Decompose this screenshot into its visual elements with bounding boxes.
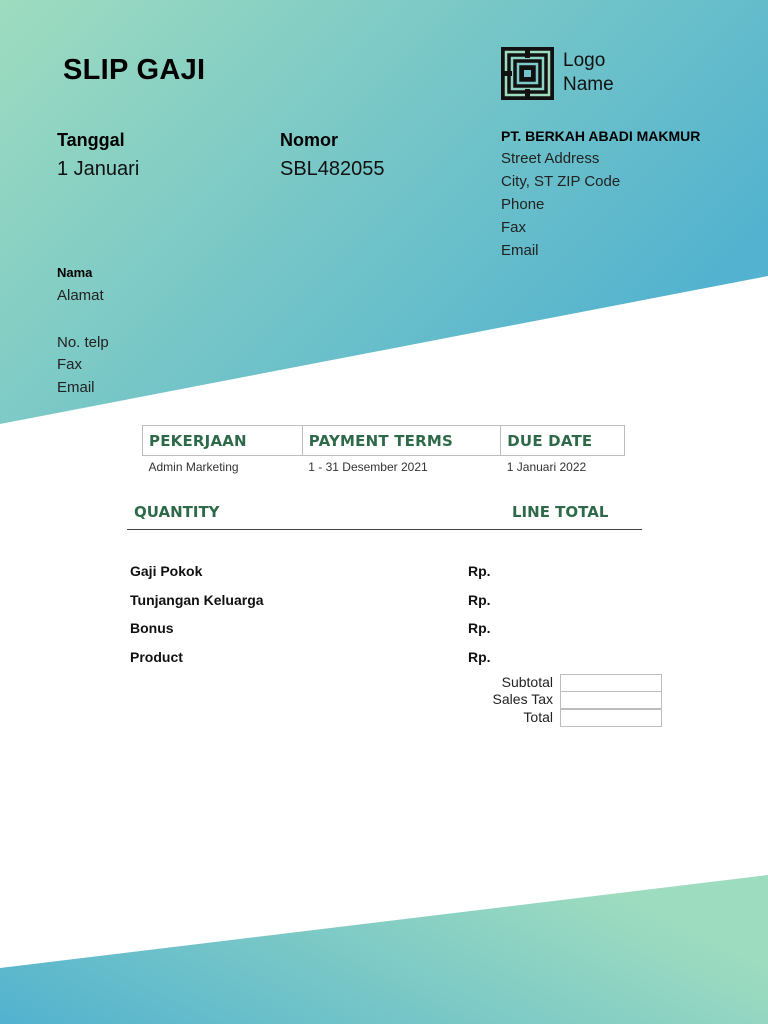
item-currency-basic-salary: Rp.	[468, 563, 491, 579]
company-phone: Phone	[501, 196, 545, 213]
item-label-product: Product	[130, 649, 183, 665]
item-currency-product: Rp.	[468, 649, 491, 665]
items-divider	[127, 529, 642, 530]
company-email: Email	[501, 242, 539, 259]
client-address: Alamat	[57, 287, 104, 304]
logo-name-line1: Logo	[563, 50, 606, 71]
due-date-value: 1 Januari 2022	[506, 460, 587, 474]
client-fax: Fax	[57, 356, 83, 373]
subtotal-label: Subtotal	[501, 674, 553, 690]
item-label-bonus: Bonus	[130, 620, 174, 636]
item-currency-family-allowance: Rp.	[468, 592, 491, 608]
item-label-basic-salary: Gaji Pokok	[130, 563, 203, 579]
client-phone: No. telp	[57, 334, 109, 351]
client-name: Nama	[57, 265, 93, 280]
job-info-header-row	[143, 426, 625, 456]
company-name: PT. BERKAH ABADI MAKMUR	[501, 128, 701, 144]
date-value: 1 Januari	[57, 158, 140, 180]
date-label: Tanggal	[57, 130, 125, 150]
payment-terms-header: PAYMENT TERMS	[302, 426, 501, 456]
item-label-family-allowance: Tunjangan Keluarga	[130, 592, 264, 608]
sales-tax-label: Sales Tax	[492, 691, 553, 707]
number-value: SBL482055	[280, 158, 385, 180]
job-info-value-row	[143, 456, 625, 476]
logo-name	[563, 49, 614, 97]
company-street: Street Address	[501, 150, 600, 167]
maze-logo-icon	[501, 47, 554, 100]
sales-tax-field[interactable]	[560, 691, 662, 709]
number-label: Nomor	[280, 130, 338, 150]
total-label: Total	[523, 709, 553, 725]
job-info-table	[142, 425, 625, 475]
job-value: Admin Marketing	[148, 460, 239, 474]
company-city: City, ST ZIP Code	[501, 173, 621, 190]
bottom-gradient-band	[0, 875, 768, 1024]
document-title: SLIP GAJI	[63, 54, 206, 86]
client-email: Email	[57, 379, 95, 396]
line-total-header: LINE TOTAL	[512, 503, 609, 521]
item-currency-bonus: Rp.	[468, 620, 491, 636]
due-date-header: DUE DATE	[501, 426, 625, 456]
total-field[interactable]	[560, 709, 662, 727]
payment-terms-value: 1 - 31 Desember 2021	[308, 460, 428, 474]
company-fax: Fax	[501, 219, 527, 236]
subtotal-field[interactable]	[560, 674, 662, 692]
job-header: PEKERJAAN	[143, 426, 303, 456]
quantity-header: QUANTITY	[134, 503, 220, 521]
logo-name-line2: Name	[563, 74, 614, 95]
